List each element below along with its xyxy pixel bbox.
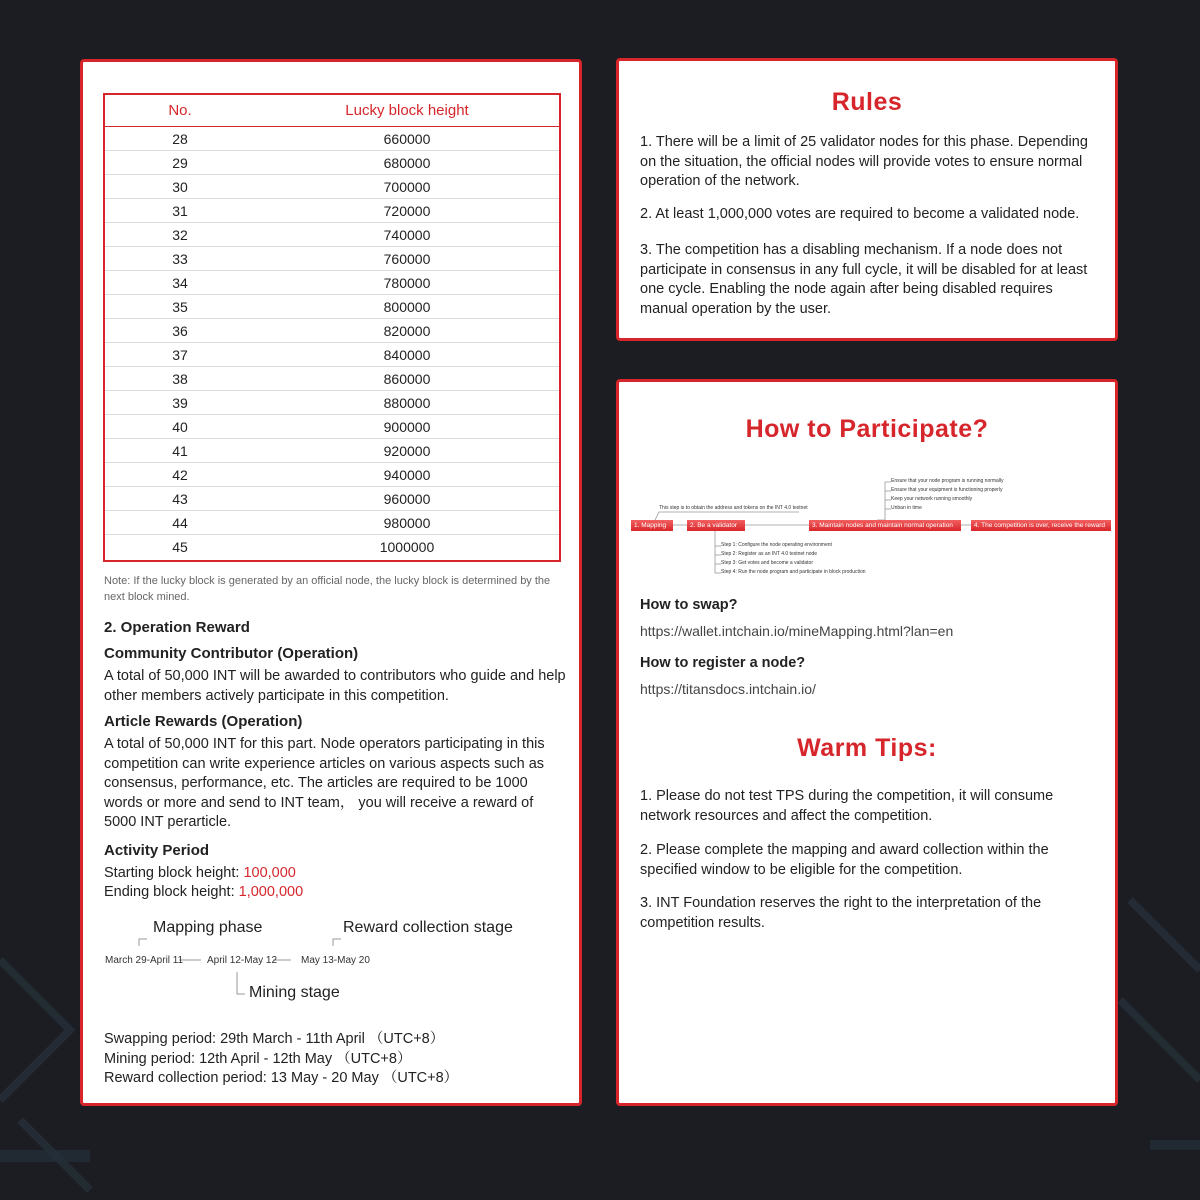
- swap-link[interactable]: https://wallet.intchain.io/mineMapping.html?lan=en: [640, 623, 954, 639]
- row-block-height: 880000: [383, 394, 431, 411]
- row-number: 42: [172, 466, 188, 483]
- flow-step-4: 4. The competition is over, receive the reward: [971, 520, 1111, 531]
- flow-step-3: 3. Maintain nodes and maintain normal operation: [809, 520, 961, 531]
- row-number: 43: [172, 490, 188, 507]
- row-block-height: 900000: [383, 418, 431, 435]
- table-row: [105, 271, 559, 295]
- row-number: 33: [172, 250, 188, 267]
- swapping-period: Swapping period: 29th March - 11th April （UTC+8）: [104, 1031, 445, 1047]
- row-block-height: 860000: [383, 370, 431, 387]
- register-question: How to register a node?: [640, 655, 806, 671]
- maintain-note-1: Ensure that your node program is running normally: [891, 478, 1004, 484]
- row-block-height: 940000: [383, 466, 431, 483]
- flow-note-top: This step is to obtain the address and tokens on the INT 4.0 testnet: [659, 505, 808, 511]
- table-row: [105, 415, 559, 439]
- end-height: [104, 883, 566, 903]
- row-block-height: 840000: [383, 346, 431, 363]
- row-block-height: 740000: [383, 226, 431, 243]
- article-title: Article Rewards (Operation): [104, 713, 303, 730]
- table-row: [105, 175, 559, 199]
- row-number: 31: [172, 202, 188, 219]
- end-height-label: Ending block height:: [104, 884, 239, 900]
- row-number: 41: [172, 442, 188, 459]
- table-row: [105, 439, 559, 463]
- participate-card: [616, 379, 1118, 1106]
- activity-period-title: Activity Period: [104, 842, 210, 859]
- table-row: [105, 295, 559, 319]
- table-row: [105, 535, 559, 559]
- row-block-height: 720000: [383, 202, 431, 219]
- timeline-date-1: March 29-April 11: [105, 955, 184, 966]
- row-number: 40: [172, 418, 188, 435]
- validator-note-2: Step 2: Register as an INT 4.0 testnet node: [721, 551, 818, 557]
- mapping-phase-label: Mapping phase: [153, 919, 263, 936]
- lucky-block-card: [80, 59, 582, 1106]
- start-height-label: Starting block height:: [104, 865, 244, 881]
- row-number: 44: [172, 514, 188, 531]
- start-height: [104, 864, 566, 884]
- rule-item-1: 1. There will be a limit of 25 validator nodes for this phase. Depending on the situation, the official nodes will provide votes to ensure normal operation of the network.: [640, 134, 1088, 189]
- row-number: 30: [172, 178, 188, 195]
- end-height-value: 1,000,000: [238, 884, 304, 900]
- table-row: [105, 367, 559, 391]
- row-number: 32: [172, 226, 188, 243]
- table-note: Note: If the lucky block is generated by an official node, the lucky block is determined by the next block mined.: [104, 575, 551, 603]
- community-text: A total of 50,000 INT will be awarded to contributors who guide and help other members actively participate in this competition.: [104, 668, 566, 704]
- rules-title: Rules: [831, 88, 903, 116]
- validator-note-4: Step 4: Run the node program and participate in block production: [721, 569, 866, 575]
- rule-item-3: 3. The competition has a disabling mechanism. If a node does not participate in consensus in any full cycle, it will be disabled for at least one cycle. Enabling the node again after being disabled requires manual operation by the user.: [640, 242, 1088, 317]
- swap-question: How to swap?: [640, 597, 738, 613]
- header-height: Lucky block height: [345, 102, 469, 119]
- row-number: 38: [172, 370, 188, 387]
- table-row: [105, 463, 559, 487]
- table-row: [105, 151, 559, 175]
- participation-flowchart: [629, 472, 1111, 582]
- table-row: [105, 223, 559, 247]
- row-number: 36: [172, 322, 188, 339]
- register-link[interactable]: https://titansdocs.intchain.io/: [640, 681, 816, 697]
- row-number: 37: [172, 346, 188, 363]
- row-block-height: 760000: [383, 250, 431, 267]
- tip-item-3: 3. INT Foundation reserves the right to the interpretation of the competition results.: [640, 895, 1042, 931]
- flow-step-1: 1. Mapping: [631, 520, 673, 531]
- participate-title: How to Participate?: [745, 415, 989, 443]
- timeline-date-2: April 12-May 12: [207, 955, 278, 966]
- start-height-value: 100,000: [243, 865, 296, 881]
- timeline-diagram: [101, 914, 541, 1009]
- row-block-height: 780000: [383, 274, 431, 291]
- row-number: 45: [172, 539, 188, 555]
- mining-period: Mining period: 12th April - 12th May （UTC+8）: [104, 1050, 412, 1067]
- row-number: 29: [172, 154, 188, 171]
- row-number: 39: [172, 394, 188, 411]
- table-body: [105, 127, 559, 559]
- rules-card: [616, 58, 1118, 341]
- row-number: 35: [172, 298, 188, 315]
- row-block-height: 1000000: [379, 539, 435, 555]
- article-text: A total of 50,000 INT for this part. Node operators participating in this competition can write experience articles on various aspects such as consensus, performance, etc. The articles are required to be 1000 words or more and send to INT team， you will receive a reward of 5000 INT perarticle.: [104, 736, 545, 830]
- validator-note-1: Step 1: Configure the node operating environment: [721, 542, 832, 548]
- row-block-height: 920000: [383, 442, 431, 459]
- row-block-height: 960000: [383, 490, 431, 507]
- timeline-date-3: May 13-May 20: [301, 955, 370, 966]
- lucky-block-table: [103, 93, 561, 562]
- header-no: No.: [168, 102, 192, 119]
- row-block-height: 820000: [383, 322, 431, 339]
- reward-period: Reward collection period: 13 May - 20 May （UTC+8）: [104, 1070, 459, 1086]
- row-block-height: 700000: [383, 178, 431, 195]
- table-row: [105, 319, 559, 343]
- table-row: [105, 487, 559, 511]
- maintain-note-2: Ensure that your equipment is functioning properly: [891, 487, 1003, 493]
- row-number: 34: [172, 274, 188, 291]
- mining-stage-label: Mining stage: [249, 984, 340, 1001]
- maintain-note-4: Unban in time: [891, 505, 922, 511]
- row-block-height: 680000: [383, 154, 431, 171]
- table-row: [105, 199, 559, 223]
- row-block-height: 660000: [383, 130, 431, 147]
- table-row: [105, 391, 559, 415]
- table-row: [105, 511, 559, 535]
- tip-item-2: 2. Please complete the mapping and award collection within the specified window to be eligible for the competition.: [640, 842, 1049, 878]
- row-block-height: 800000: [383, 298, 431, 315]
- warm-tips-title: Warm Tips:: [797, 734, 937, 762]
- table-row: [105, 343, 559, 367]
- reward-stage-label: Reward collection stage: [343, 919, 513, 936]
- table-header: [105, 95, 559, 127]
- flow-step-2: 2. Be a validator: [687, 520, 745, 531]
- validator-note-3: Step 3: Get votes and become a validator: [721, 560, 813, 566]
- table-row: [105, 247, 559, 271]
- operation-reward-title: 2. Operation Reward: [104, 619, 250, 636]
- rule-item-2: 2. At least 1,000,000 votes are required to become a validated node.: [640, 206, 1080, 222]
- periods-list: [104, 1030, 458, 1089]
- table-row: [105, 127, 559, 151]
- community-title: Community Contributor (Operation): [104, 645, 359, 662]
- maintain-note-3: Keep your network running smoothly: [891, 496, 973, 502]
- row-number: 28: [172, 130, 188, 147]
- tip-item-1: 1. Please do not test TPS during the competition, it will consume network resources and affect the competition.: [640, 788, 1054, 824]
- row-block-height: 980000: [383, 514, 431, 531]
